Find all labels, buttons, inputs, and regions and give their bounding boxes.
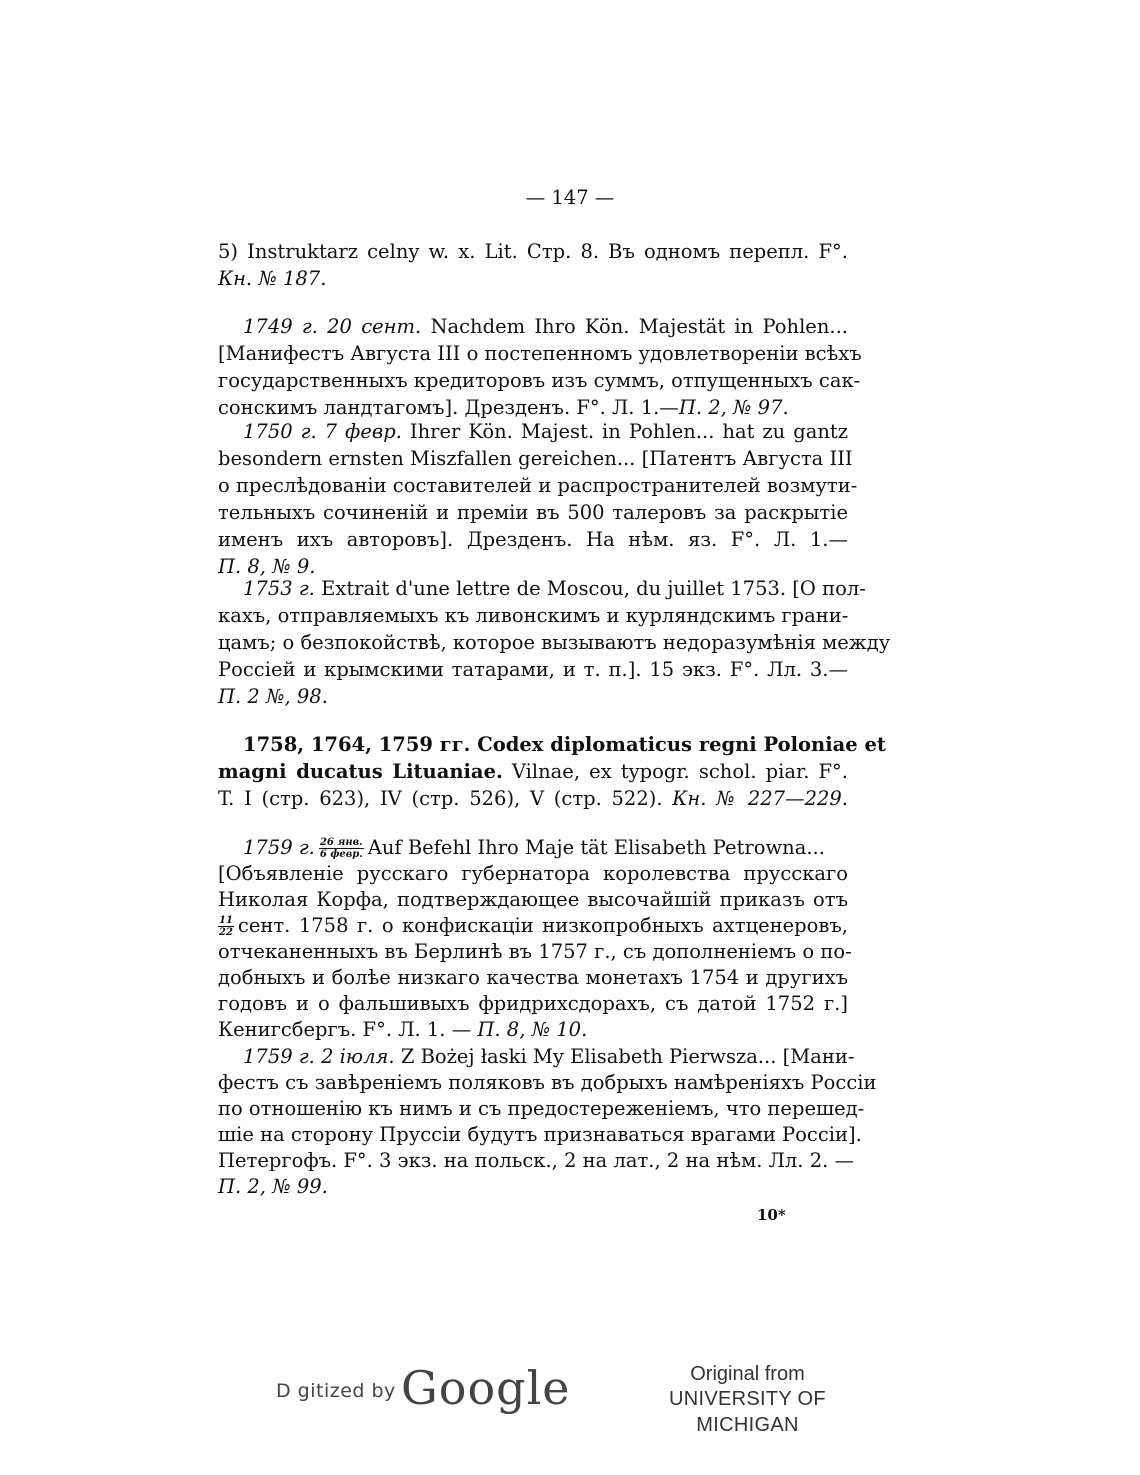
entry-1758-line-1: 1758, 1764, 1759 гг. Codex diplomaticus regni Poloniae et xyxy=(243,733,886,756)
entry-1753-line-3: цамъ; о безпокойствѣ, которое вызываютъ недоразумѣнія между xyxy=(218,631,891,654)
entry-1753-line-1 xyxy=(243,575,866,603)
entry-1758-volumes: T. I (стр. 623), IV (стр. 526), V (стр. 522). xyxy=(218,787,673,810)
entry-1753-line-2: кахъ, отправляемыхъ къ ливонскимъ и курляндскимъ грани- xyxy=(218,604,849,627)
entry-5-line-1: 5) Instruktarz celny w. x. Lit. Стр. 8. Въ одномъ перепл. F°. xyxy=(218,240,848,263)
entry-1759a-title: Auf Befehl Ihro Maje tät Elisabeth Petrowna... xyxy=(367,836,825,859)
entry-1759b-line-5: Петергофъ. F°. 3 экз. на польск., 2 на лат., 2 на нѣм. Лл. 2. — xyxy=(218,1149,854,1172)
entry-1749-imprint: сонскимъ ландтагомъ]. Дрезденъ. F°. Л. 1.— xyxy=(218,396,679,419)
entry-1749-date: 1749 г. 20 сент. xyxy=(243,315,422,338)
entry-1759a-date-old-style: 26 янв. xyxy=(319,837,363,848)
entry-1750-line-4: тельныхъ сочиненій и преміи въ 500 талеровъ за раскрытіе xyxy=(218,501,848,524)
entry-1759a-line-8 xyxy=(218,1016,848,1044)
printer-signature-mark: 10* xyxy=(757,1206,786,1224)
google-logo: Google xyxy=(401,1361,571,1415)
entry-1753-line-5: П. 2 №, 98. xyxy=(218,685,328,708)
entry-1758-imprint: Vilnae, ex typogr. schol. piar. F°. xyxy=(502,760,848,783)
entry-1749-line-1 xyxy=(243,313,848,341)
entry-1759b-line-3: по отношенію къ нимъ и съ предостереженіемъ, что перешед- xyxy=(218,1097,865,1120)
entry-1759b-date: 1759 г. 2 іюля. xyxy=(243,1045,395,1068)
entry-1758-line-2 xyxy=(218,758,848,786)
entry-1759a-line-2: [Объявленіе русскаго губернатора королевства прусскаго xyxy=(218,862,848,885)
digitized-by-label: D gitized by xyxy=(276,1380,396,1402)
entry-1759b-line-6: П. 2, № 99. xyxy=(218,1175,328,1198)
entry-1758-line-3 xyxy=(218,785,848,813)
entry-1759a-date: 1759 г. xyxy=(243,836,315,859)
entry-1759a-order-date-old: 11 xyxy=(219,915,233,926)
entry-1759b-title: Z Bożej łaski My Elisabeth Pierwsza... [Мани- xyxy=(394,1045,855,1068)
university-label: UNIVERSITY OF MICHIGAN xyxy=(669,1388,826,1436)
google-digitized-watermark xyxy=(276,1360,571,1420)
entry-1759a-line-7: годовъ и о фальшивыхъ фридрихсдорахъ, съ датой 1752 г.] xyxy=(218,992,848,1015)
entry-1750-title: Ihrer Kön. Majest. in Pohlen... hat zu gantz xyxy=(401,420,849,443)
entry-1753-date: 1753 г. xyxy=(243,577,315,600)
source-credit xyxy=(630,1362,865,1438)
entry-1759b-line-4: шіе на сторону Пруссіи будутъ признаваться врагами Россіи]. xyxy=(218,1123,862,1146)
entry-1750-line-3: о преслѣдованіи составителей и распространителей возмути- xyxy=(218,474,858,497)
entry-1758-title-cont: magni ducatus Lituaniae. xyxy=(218,760,503,783)
entry-1759a-date-new-style: 6 февр. xyxy=(319,849,363,860)
entry-1749-title: Nachdem Ihro Kön. Majestät in Pohlen... xyxy=(421,315,848,338)
entry-1753-title: Extrait d'une lettre de Moscou, du juillet 1753. [О пол- xyxy=(314,577,866,600)
entry-1759a-ref: П. 8, № 10. xyxy=(477,1018,588,1041)
entry-1759b-line-1 xyxy=(243,1043,855,1071)
entry-1750-line-6: П. 8, № 9. xyxy=(218,555,316,578)
entry-1750-line-1 xyxy=(243,418,848,446)
page-number: — 147 — xyxy=(525,186,615,209)
entry-1750-date: 1750 г. 7 февр. xyxy=(243,420,402,443)
entry-1758-ref: Кн. № 227—229. xyxy=(672,787,848,810)
entry-1753-line-4: Россіей и крымскими татарами, и т. п.]. 15 экз. F°. Лл. 3.— xyxy=(218,658,848,681)
original-from-label: Original from xyxy=(690,1363,805,1385)
entry-5-line-2: Кн. № 187. xyxy=(218,267,327,290)
entry-1759a-line-6: добныхъ и болѣе низкаго качества монетахъ 1754 и другихъ xyxy=(218,966,848,989)
entry-1759b-line-2: фестъ съ завѣреніемъ поляковъ въ добрыхъ намѣреніяхъ Россіи xyxy=(218,1071,877,1094)
entry-1759a-line-1 xyxy=(243,834,848,862)
entry-1759a-line-3: Николая Корфа, подтверждающее высочайшій приказъ отъ xyxy=(218,888,848,911)
entry-1759a-line-4 xyxy=(218,912,848,940)
entry-1759a-date-fraction xyxy=(319,837,364,860)
entry-1759a-order-date-new: 22 xyxy=(219,927,233,938)
entry-1759a-order-text: сент. 1758 г. о конфискаціи низкопробныхъ ахтценеровъ, xyxy=(237,914,848,937)
entry-1759a-line-5: отчеканенныхъ въ Берлинѣ въ 1757 г., съ дополненіемъ о по- xyxy=(218,940,852,963)
entry-1759a-imprint: Кенигсбергъ. F°. Л. 1. — xyxy=(218,1018,478,1041)
entry-1750-line-5: именъ ихъ авторовъ]. Дрезденъ. На нѣм. яз. F°. Л. 1.— xyxy=(218,528,848,551)
entry-1749-line-3: государственныхъ кредиторовъ изъ суммъ, отпущенныхъ сак- xyxy=(218,369,861,392)
entry-1759a-order-date-fraction xyxy=(218,915,234,938)
entry-1749-ref: П. 2, № 97. xyxy=(678,396,789,419)
entry-1749-line-2: [Манифестъ Августа III о постепенномъ удовлетвореніи всѣхъ xyxy=(218,342,862,365)
entry-1750-line-2: besondern ernsten Miszfallen gereichen... [Патентъ Августа III xyxy=(218,447,853,470)
